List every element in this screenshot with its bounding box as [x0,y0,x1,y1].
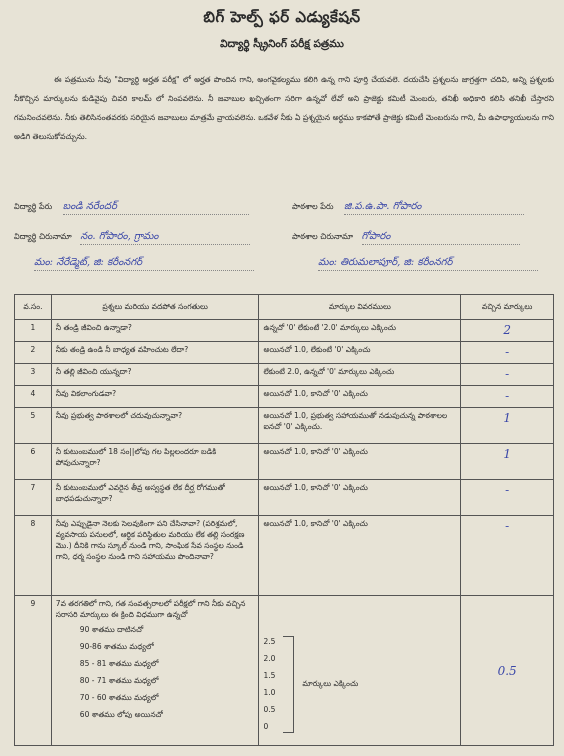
row-marks-detail: అయినచో 1.0, కానిచో '0' ఎక్కించు [259,516,461,596]
row-marks-detail: అయినచో 1.0, ప్రభుత్వ సహాయముతో నడుపుచున్న పాఠశాలల ఐనచో '0' ఎక్కించు. [259,408,461,444]
school-address-value: గోపారం [362,230,520,245]
row-marks-detail: మార్కులు ఎక్కించు [302,678,359,688]
row-marks-detail: ఉన్నచో '0' లేకుంటే '2.0' మార్కులు ఎక్కించు [259,320,461,342]
table-row [15,386,554,408]
row-marks-detail: అయినచో 1.0, కానిచో '0' ఎక్కించు [259,386,461,408]
grade-value: 1.0 [263,688,276,697]
col-header-question: ప్రశ్నలు మరియు వదపోత సంగతులు [51,295,259,320]
table-row [15,408,554,444]
student-address-value: నం. గోపారం, గ్రామం [80,230,250,245]
row-marks-detail-grades [259,596,461,746]
grade-value: 1.5 [263,671,276,680]
row-number: 1 [15,320,52,342]
row-question: నీకు తండ్రి ఉండి నీ బాధ్యత వహించుట లేదా? [51,342,259,364]
school-address-line2-value: మం: తిరుమలాపూర్, జి: కరీంనగర్ [318,256,538,271]
student-address-field [14,230,250,245]
student-address-line2-value: మం: నేరేడ్మెట్, జి: కరీంనగర్ [34,256,254,271]
row-score: 2 [461,320,554,342]
grade-list [56,621,255,723]
table-row [15,444,554,480]
grade-item: 60 శాతము లోపు అయినచో [79,710,163,719]
row-number: 4 [15,386,52,408]
row-score: - [461,364,554,386]
form-title: బిగ్ హెల్ప్ ఫర్ ఎడ్యుకేషన్ [203,8,361,26]
grade-item: 85 - 81 శాతము మధ్యలో [79,659,159,668]
school-address-line2 [318,256,538,271]
grade-item: 70 - 60 శాతము మధ్యలో [79,693,159,702]
table-row [15,342,554,364]
grade-value: 0 [263,722,269,731]
name-field [14,200,249,215]
row-number: 5 [15,408,52,444]
row-score: 1 [461,444,554,480]
row-question: నీ తల్లి జీవించి యున్నదా? [51,364,259,386]
row-question: నీ కుటుంబములో 18 సం||లోపు గల పిల్లలందరూ బడికి పోవుచున్నారా? [51,444,259,480]
table-row [15,364,554,386]
row-score: - [461,480,554,516]
table-row [15,320,554,342]
school-address-label: పాఠశాల చిరునామా [292,232,353,241]
grade-value: 2.5 [263,637,276,646]
school-address-field [292,230,520,245]
grade-value: 2.0 [263,654,276,663]
grade-item: 80 - 71 శాతము మధ్యలో [79,676,159,685]
col-header-no: వ.సం. [15,295,52,320]
row-number: 9 [15,596,52,746]
instructions-paragraph: ఈ పత్రమును నీవు "విద్యార్థి అర్హత పరీక్ష" లో అర్హత పొందిన గాని, అంగవైకల్యము కలిగి ఉన్న గాని పూర్తి చేయవలె. దయచేసి ప్రశ్నలను జాగ్రత్తగా చదివి, అన్ని ప్రశ్నలకు నీకొచ్చిన మార్కులను కుడివైపు చివరి కాలమ్ లో నింపవలెను. నీ జవాబుల ఖచ్చితంగా సరిగా ఉన్నవో లేవో అని ప్రాజెక్టు కమిటీ మెంబరు, తనిఖీ అధికారి కలిసి తనిఖీ చేస్తారని గమనించవలెను. నీకు తెలిసినంతవరకు సరియైన జవాబులు మాత్రమే వ్రాయవలెను. ఒకవేళ నీకు ఏ ప్రశ్నయైన అర్థము కాకపోతే ప్రాజెక్టు కమిటీ మెంబరును గాని, మీ ఉపాధ్యాయులను గాని అడిగి తెలుసుకోవచ్చును. [14,75,554,141]
row-score: - [461,386,554,408]
student-address-line2 [34,256,254,271]
row-score: 1 [461,408,554,444]
criteria-table [14,294,554,746]
row-score: - [461,342,554,364]
table-row [15,480,554,516]
school-value: జి.ప.ఉ.పా. గోపారం [344,200,524,215]
name-value: బండి నరేందర్ [63,200,249,215]
row-marks-detail: అయినచో 1.0, కానిచో '0' ఎక్కించు [259,480,461,516]
row-number: 3 [15,364,52,386]
grade-values [263,633,275,735]
row-question: 7వ తరగతిలో గాని, గత సంవత్సరాలలో పరీక్షలో గాని నీకు వచ్చిన సరాసరి మార్కులు ఈ క్రింది విధముగా ఉన్నచో [55,599,246,619]
student-address-label: విద్యార్థి చిరునామా [14,232,72,241]
row-question: నీవు ప్రభుత్వ పాఠశాలలో చదువుచున్నావా? [51,408,259,444]
row-number: 6 [15,444,52,480]
col-header-marks-obtained: వచ్చిన మార్కులు [461,295,554,320]
row-score: - [461,516,554,596]
row-score: 0.5 [461,596,554,746]
grade-item: 90 శాతము దాటినచో [79,625,144,634]
row-question: నీవు వికలాంగుడవా? [51,386,259,408]
row-question: నీవు ఎప్పుడైనా నెలకు సెలవుకింగా పని చేసినావా? (పరిశ్రమలో, వ్యవసాయ పనులలో, ఆర్థిక పరిస్థితుల మరియు లేక తల్లి సంరక్షణ మొ.) దీనికి గాను స్కూల్ నుండి గాని, సాంఘిక సేవ సంస్థల నుండి గాని, ధర్మ సంస్థల నుండి గాని సహాయము పొందినావా? [51,516,259,596]
row-number: 7 [15,480,52,516]
school-field [292,200,524,215]
school-label: పాఠశాల పేరు [292,202,334,211]
table-row [15,516,554,596]
row-number: 8 [15,516,52,596]
col-header-marks-detail: మార్కుల వివరములు [259,295,461,320]
table-row [15,596,554,746]
row-marks-detail: అయినచో 1.0, లేకుంటే '0' ఎక్కించు [259,342,461,364]
row-marks-detail: అయినచో 1.0, కానిచో '0' ఎక్కించు [259,444,461,480]
name-label: విద్యార్థి పేరు [14,202,53,211]
row-question: నీ కుటుంబములో ఎవరైన తీవ్ర అస్వస్థత లేక దీర్ఘ రోగముతో బాధపడుచున్నారా? [51,480,259,516]
row-marks-detail: లేకుంటే 2.0, ఉన్నచో '0' మార్కులు ఎక్కించు [259,364,461,386]
form-subtitle: విద్యార్థి స్క్రీనింగ్ పరీక్ష పత్రము [220,38,344,50]
row-question: నీ తండ్రి జీవించి ఉన్నాడా? [51,320,259,342]
row-number: 2 [15,342,52,364]
row-question-grades [51,596,259,746]
grade-brace [283,636,294,733]
grade-value: 0.5 [263,705,276,714]
grade-item: 90-86 శాతము మధ్యలో [79,642,154,651]
table-header-row [15,295,554,320]
